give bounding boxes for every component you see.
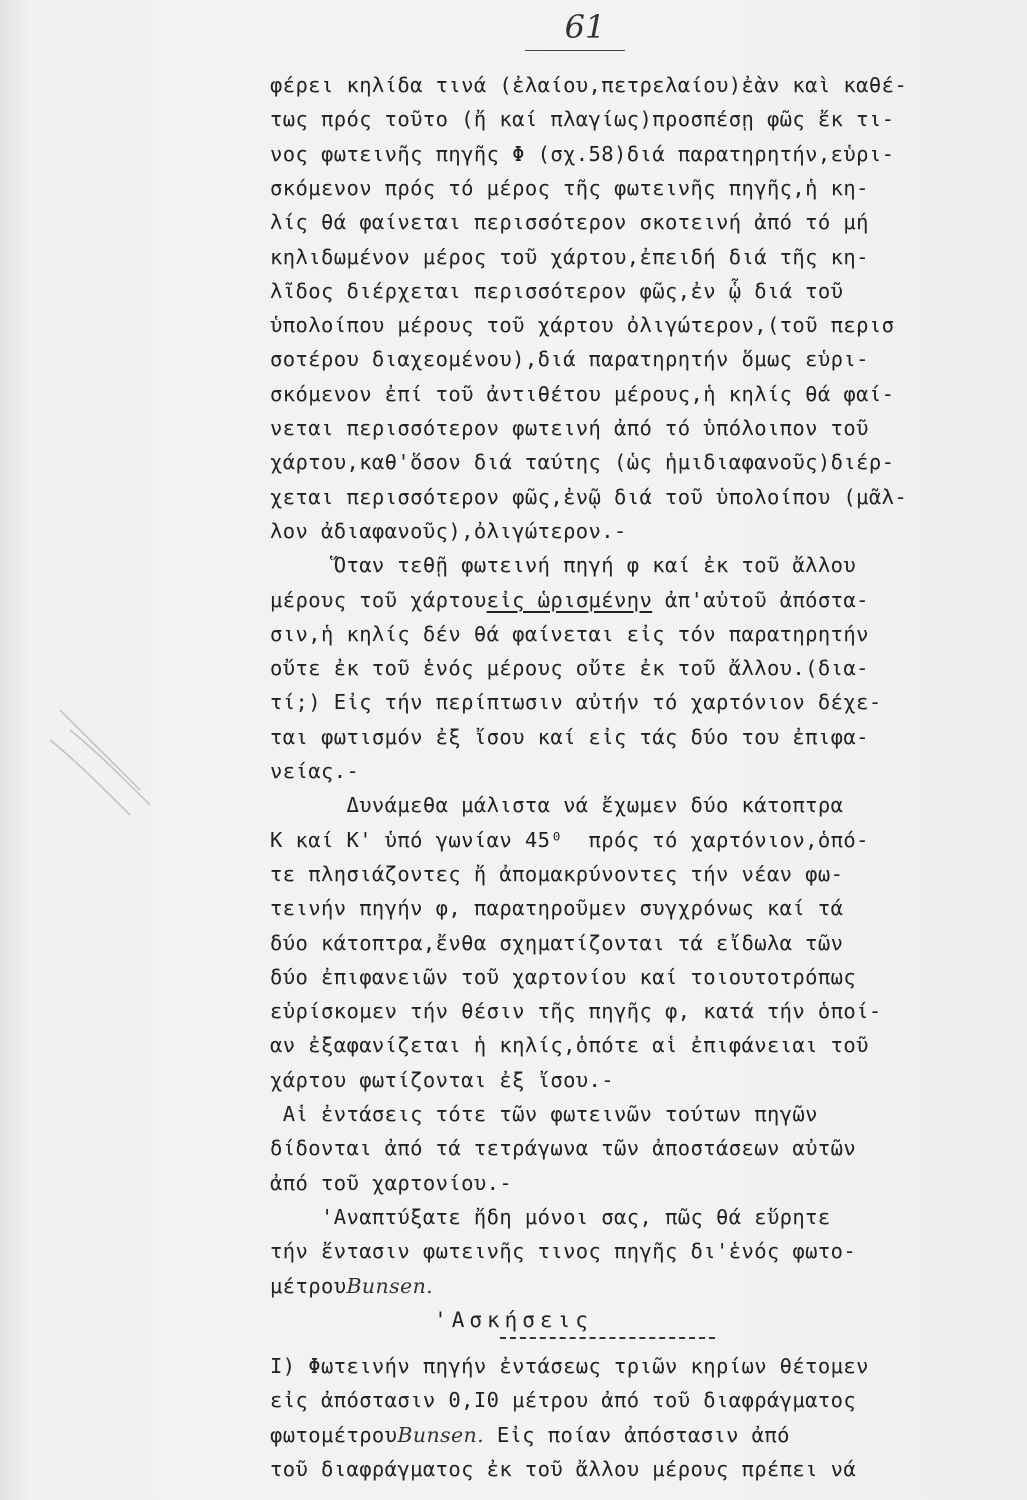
- text-line: σκόμενον πρός τό μέρος τῆς φωτεινῆς πηγῆς,ἡ κη-: [270, 175, 869, 200]
- text-line: σοτέρου διαχεομένου),διά παρατηρητήν ὅμως εὑρι-: [270, 347, 869, 372]
- text-line: λον ἀδιαφανοῦς),ὀλιγώτερον.-: [270, 518, 627, 543]
- exercise-line: [270, 1422, 790, 1448]
- handwritten-word: Bunsen.: [346, 1273, 434, 1298]
- text-line: λίς θά φαίνεται περισσότερον σκοτεινή ἀπό τό μή: [270, 210, 869, 235]
- text-line: 'Αναπτύξατε ἤδη μόνοι σας, πῶς θά εὕρητε: [270, 1204, 831, 1229]
- text-segment: φωτομέτρου: [270, 1422, 398, 1447]
- exercise-line: εἰς ἀπόστασιν 0,Ι0 μέτρου ἀπό τοῦ διαφράγματος: [270, 1388, 857, 1413]
- section-heading: 'Ασκήσεις: [434, 1307, 593, 1332]
- text-line: λῖδος διέρχεται περισσότερον φῶς,ἐν ᾧ διά τοῦ: [270, 278, 844, 303]
- text-line: χάρτου φωτίζονται ἐξ ἴσου.-: [270, 1067, 615, 1092]
- text-line: τε πλησιάζοντες ἤ ἀπομακρύνοντες τήν νέαν φω-: [270, 861, 844, 886]
- heading-underline: [500, 1337, 715, 1339]
- text-line: Δυνάμεθα μάλιστα νά ἔχωμεν δύο κάτοπτρα: [270, 793, 844, 818]
- text-line: Ὅταν τεθῇ φωτεινή πηγή φ καί ἐκ τοῦ ἄλλου: [270, 553, 857, 578]
- margin-annotation: [40, 700, 200, 840]
- text-line: δύο κάτοπτρα,ἔνθα σχηματίζονται τά εἴδωλα τῶν: [270, 930, 844, 955]
- text-line: νεται περισσότερον φωτεινή ἀπό τό ὑπόλοιπον τοῦ: [270, 416, 869, 440]
- text-line: δίδονται ἀπό τά τετράγωνα τῶν ἀποστάσεων αὐτῶν: [270, 1136, 857, 1161]
- text-segment: μέρους τοῦ χάρτου: [270, 587, 487, 612]
- page-number: 61: [564, 8, 606, 46]
- text-line: νείας.-: [270, 759, 360, 783]
- text-line: χάρτου,καθ'ὅσον διά ταύτης (ὡς ἡμιδιαφανοῦς)διέρ-: [270, 450, 895, 475]
- text-segment: ἀπ'αὐτοῦ ἀπόστα-: [652, 587, 869, 612]
- text-line: φέρει κηλίδα τινά (ἐλαίου,πετρελαίου)ἐὰν καὶ καθέ-: [270, 73, 908, 97]
- text-segment: μέτρου: [270, 1273, 347, 1298]
- text-line: Κ καί Κ' ὑπό γωνίαν 45⁰ πρός τό χαρτόνιον,ὁπό-: [270, 827, 869, 852]
- exercise-line: Ι) Φωτεινήν πηγήν ἐντάσεως τριῶν κηρίων θέτομεν: [270, 1354, 869, 1379]
- text-line: κηλιδωμένον μέρος τοῦ χάρτου,ἐπειδή διά τῆς κη-: [270, 244, 869, 269]
- text-line: τεινήν πηγήν φ, παρατηροῦμεν συγχρόνως καί τά: [270, 896, 844, 921]
- text-line: νος φωτεινῆς πηγῆς Φ (σχ.58)διά παρατηρητήν,εὑρι-: [270, 141, 895, 166]
- text-line: αν ἐξαφανίζεται ἡ κηλίς,ὁπότε αἱ ἐπιφάνειαι τοῦ: [270, 1033, 869, 1058]
- text-line: ὑπολοίπου μέρους τοῦ χάρτου ὀλιγώτερον,(τοῦ περισ: [270, 313, 895, 338]
- text-segment: Εἰς ποίαν ἀπόστασιν ἀπό: [484, 1422, 790, 1447]
- handwritten-word: Bunsen.: [397, 1422, 485, 1447]
- text-line: εὑρίσκομεν τήν θέσιν τῆς πηγῆς φ, κατά τήν ὁποί-: [270, 999, 882, 1024]
- text-line: ται φωτισμόν ἐξ ἴσου καί εἰς τάς δύο του ἐπιφα-: [270, 724, 869, 749]
- text-line: ἀπό τοῦ χαρτονίου.-: [270, 1170, 513, 1195]
- text-line: χεται περισσότερον φῶς,ἐνῷ διά τοῦ ὑπολοίπου (μᾶλ-: [270, 484, 908, 509]
- text-line: Αἱ ἐντάσεις τότε τῶν φωτεινῶν τούτων πηγῶν: [270, 1102, 818, 1126]
- underlined-phrase: εἰς ὡρισμένην: [486, 587, 653, 612]
- text-line: τί;) Εἰς τήν περίπτωσιν αὐτήν τό χαρτόνιον δέχε-: [270, 690, 882, 715]
- text-line: σιν,ἡ κηλίς δέν θά φαίνεται εἰς τόν παρατηρητήν: [270, 621, 869, 646]
- exercise-line: τοῦ διαφράγματος ἐκ τοῦ ἄλλου μέρους πρέπει νά: [270, 1457, 857, 1481]
- page-number-underline: [525, 50, 625, 51]
- text-line: τως πρός τοῦτο (ἤ καί πλαγίως)προσπέσῃ φῶς ἔκ τι-: [270, 107, 895, 132]
- text-line: σκόμενον ἐπί τοῦ ἀντιθέτου μέρους,ἡ κηλίς θά φαί-: [270, 381, 895, 406]
- text-line: [270, 1273, 433, 1299]
- text-line: τήν ἔντασιν φωτεινῆς τινος πηγῆς δι'ἑνός φωτο-: [270, 1239, 857, 1264]
- text-line: οὔτε ἐκ τοῦ ἑνός μέρους οὔτε ἐκ τοῦ ἄλλου.(δια-: [270, 656, 869, 681]
- text-line: [270, 587, 869, 613]
- text-line: δύο ἐπιφανειῶν τοῦ χαρτονίου καί τοιουτοτρόπως: [270, 964, 857, 989]
